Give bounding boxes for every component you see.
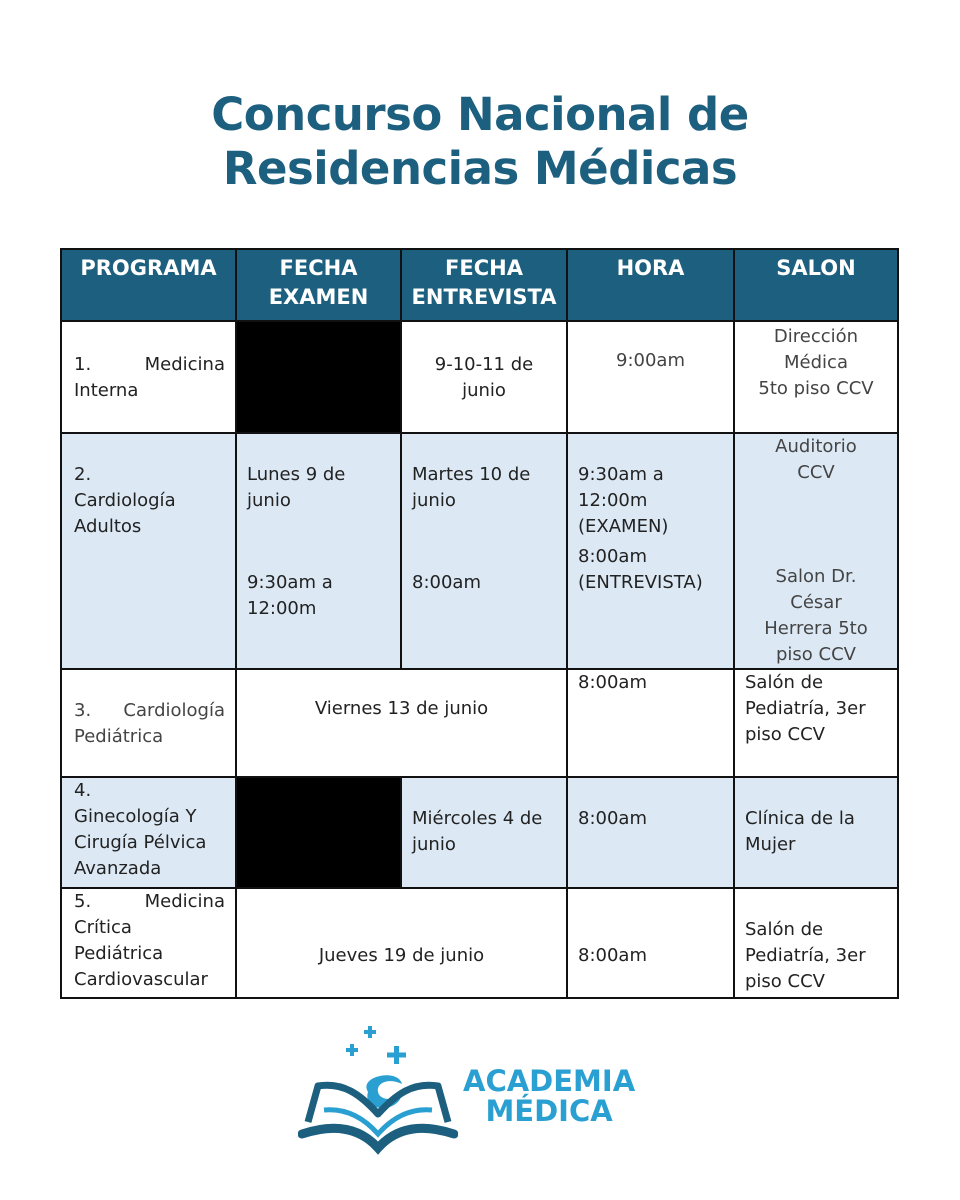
- salon-cell: Clínica de la Mujer: [734, 777, 898, 888]
- programa-cell: 3. Cardiología Pediátrica: [61, 669, 236, 777]
- hora-cell: 9:00am: [567, 321, 734, 433]
- logo-line-1: ACADEMIA: [463, 1064, 636, 1098]
- header-programa: PROGRAMA: [61, 249, 236, 321]
- entrevista-cell: 9-10-11 de junio: [401, 321, 567, 433]
- hora-cell: 8:00am: [567, 669, 734, 777]
- header-hora: HORA: [567, 249, 734, 321]
- header-fecha-examen: FECHA EXAMEN: [236, 249, 401, 321]
- entrevista-cell: Martes 10 de junio 8:00am: [401, 433, 567, 669]
- table-row: [61, 321, 898, 433]
- table-row: [61, 669, 898, 777]
- fecha-cell: Viernes 13 de junio: [236, 669, 567, 777]
- hora-cell: 8:00am: [567, 888, 734, 998]
- title-line-1: Concurso Nacional de: [211, 88, 749, 141]
- fecha-cell: Jueves 19 de junio: [236, 888, 567, 998]
- salon-cell: Auditorio CCV Salon Dr. César Herrera 5to piso CCV: [734, 433, 898, 669]
- logo-line-2: MÉDICA: [485, 1094, 613, 1128]
- table-header-row: [61, 249, 898, 321]
- header-fecha-entrevista: FECHA ENTREVISTA: [401, 249, 567, 321]
- open-book-icon: [298, 1022, 458, 1162]
- programa-cell: 2. Cardiología Adultos: [61, 433, 236, 669]
- programa-cell: 1. Medicina Interna: [61, 321, 236, 433]
- logo-text: [463, 1066, 635, 1126]
- entrevista-cell: Miércoles 4 de junio: [401, 777, 567, 888]
- redacted-cell: [236, 777, 401, 888]
- schedule-table: [60, 248, 899, 999]
- redacted-cell: [236, 321, 401, 433]
- programa-cell: 4. Ginecología Y Cirugía Pélvica Avanzada: [61, 777, 236, 888]
- examen-cell: Lunes 9 de junio 9:30am a 12:00m: [236, 433, 401, 669]
- salon-cell: Salón de Pediatría, 3er piso CCV: [734, 888, 898, 998]
- salon-cell: Dirección Médica 5to piso CCV: [734, 321, 898, 433]
- hora-cell: 8:00am: [567, 777, 734, 888]
- academia-medica-logo: [298, 1022, 658, 1162]
- table-row: [61, 777, 898, 888]
- table-row: [61, 888, 898, 998]
- page-title: [0, 88, 960, 196]
- title-line-2: Residencias Médicas: [222, 142, 738, 195]
- salon-cell: Salón de Pediatría, 3er piso CCV: [734, 669, 898, 777]
- table-row: [61, 433, 898, 669]
- header-salon: SALON: [734, 249, 898, 321]
- hora-cell: 9:30am a 12:00m (EXAMEN) 8:00am (ENTREVISTA): [567, 433, 734, 669]
- programa-cell: 5. Medicina Crítica Pediátrica Cardiovascular: [61, 888, 236, 998]
